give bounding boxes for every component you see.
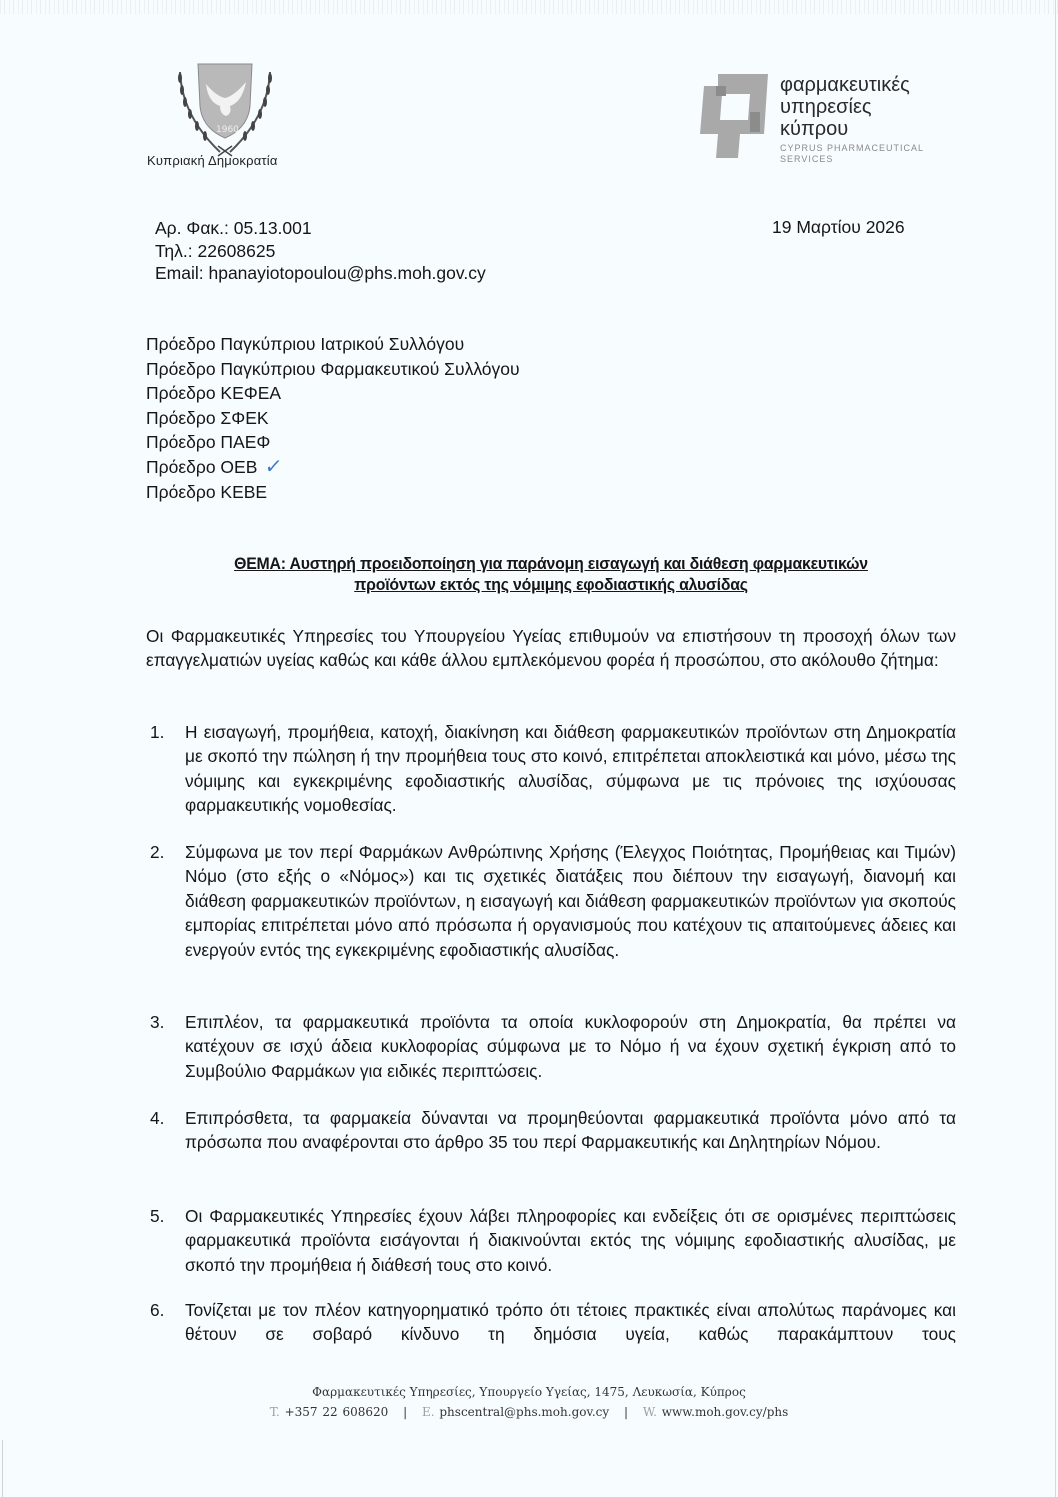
recipient: Πρόεδρο ΚΕΒΕ [146,481,268,502]
svg-text:1960: 1960 [216,125,239,135]
phone: Τηλ.: 22608625 [155,240,276,261]
separator: | [403,1405,408,1419]
logo-subline: SERVICES [780,154,834,164]
recipient: Πρόεδρο ΚΕΦΕΑ [146,383,282,404]
pharmaceutical-services-wordmark [780,74,924,165]
item-text: Επιπρόσθετα, τα φαρμακεία δύνανται να προμηθεύονται φαρμακευτικά προϊόντα μόνο από τα πρόσωπα που αναφέρονται στο άρθρο 35 του περί Φαρμακευτικής και Δηλητηρίων Νόμου. [185,1108,956,1153]
letter-date: 19 Μαρτίου 2026 [772,217,905,237]
logo-line: φαρμακευτικές [780,74,910,96]
logo-line: κύπρου [780,118,849,140]
recipient: Πρόεδρο Παγκύπριου Ιατρικού Συλλόγου [146,334,465,354]
item-number: 3. [150,1012,165,1032]
subject-line: προϊόντων εκτός της νόμιμης εφοδιαστικής αλυσίδας [354,575,748,594]
footer-email[interactable]: phscentral@phs.moh.gov.cy [439,1405,610,1419]
logo-subline: CYPRUS PHARMACEUTICAL [780,143,925,153]
recipient: Πρόεδρο ΟΕΒ [146,456,258,477]
item-number: 2. [150,842,165,862]
letter-meta [155,217,486,285]
item-text: Οι Φαρμακευτικές Υπηρεσίες έχουν λάβει πληροφορίες και ενδείξεις ότι σε ορισμένες περιπτώσεις φαρμακευτικά προϊόντα εισάγονται ή διακινούνται εκτός της νόμιμης εφοδιαστικής αλυσίδας, με σκοπό την προμήθεια ή διάθεσή τους στο κοινό. [185,1206,956,1275]
numbered-item [150,840,956,962]
subject-line: ΘΕΜΑ: Αυστηρή προειδοποίηση για παράνομη εισαγωγή και διάθεση φαρμακευτικών [234,554,868,573]
item-number: 5. [150,1206,165,1226]
recipient: Πρόεδρο ΣΦΕΚ [146,407,269,428]
item-text: Η εισαγωγή, προμήθεια, κατοχή, διακίνηση και διάθεση φαρμακευτικών προϊόντων στη Δημοκρατία με σκοπό την πώληση ή την προμήθεια τους στο κοινό, επιτρέπεται αποκλειστικά και μόνο, μέσω της νόμιμης και εγκεκριμένης εφοδιαστικής αλυσίδας, σύμφωνα με τις πρόνοιες της ισχύουσας φαρμακευτικής νομοθεσίας. [185,722,956,816]
letter-subject [176,553,926,595]
numbered-item [150,720,956,818]
item-text: Τονίζεται με τον πλέον κατηγορηματικό τρόπο ότι τέτοιες πρακτικές είναι απολύτως παράνομες και θέτουν σε σοβαρό κίνδυνο τη δημόσια υγεία, καθώς παρακάμπτουν τους [185,1300,956,1345]
cyprus-coat-of-arms-icon [150,56,300,166]
footer-contacts [0,1405,1058,1419]
numbered-item [150,1298,956,1347]
separator: | [623,1405,629,1419]
phone-label: T. [269,1405,280,1419]
footer-address: Φαρμακευτικές Υπηρεσίες, Υπουργείο Υγείας, 1475, Λευκωσία, Κύπρος [312,1385,746,1399]
footer-phone: +357 22 608620 [284,1405,389,1419]
cyprus-republic-label: Κυπριακή Δημοκρατία [147,153,278,168]
recipient: Πρόεδρο Παγκύπριου Φαρμακευτικού Συλλόγου [146,358,520,379]
item-number: 6. [150,1300,165,1320]
email-label: E. [421,1405,435,1419]
numbered-item [150,1010,956,1083]
email: Email: hpanayiotopoulou@phs.moh.gov.cy [155,263,486,283]
item-number: 4. [150,1108,165,1128]
file-reference: Αρ. Φακ.: 05.13.001 [155,218,312,238]
handwritten-checkmark-icon: ✓ [263,455,284,478]
intro-paragraph: Οι Φαρμακευτικές Υπηρεσίες του Υπουργείου Υγείας επιθυμούν να επιστήσουν τη προσοχή όλων των επαγγελματιών υγείας καθώς και κάθε άλλου εμπλεκόμενου φορέα ή προσώπου, στο ακόλουθο ζήτημα: [146,626,956,671]
numbered-item [150,1106,956,1155]
scan-edge [1055,0,1056,1497]
logo-line: υπηρεσίες [780,96,872,118]
web-label: W. [642,1405,657,1419]
item-number: 1. [150,722,165,742]
recipient: Πρόεδρο ΠΑΕΦ [146,432,271,453]
item-text: Σύμφωνα με τον περί Φαρμάκων Ανθρώπινης Χρήσης (Έλεγχος Ποιότητας, Προμήθειας και Τιμών) Νόμο (στο εξής ο «Νόμος») και τις σχετικές διατάξεις που διέπουν την εισαγωγή, διανομή και διάθεση φαρμακευτικών προϊόντων, η εισαγωγή και διάθεση φαρμακευτικών προϊόντων για σκοπούς εμπορίας επιτρέπεται μόνο από πρόσωπα ή οργανισμούς που κατέχουν τις απαιτούμενες άδειες και ενεργούν εντός της εγκεκριμένης εφοδιαστικής αλυσίδας. [185,842,956,960]
pharmaceutical-services-logo-icon [694,72,772,162]
scan-edge [2,1440,3,1497]
numbered-item [150,1204,956,1277]
recipient-row [146,455,520,480]
footer-website[interactable]: www.moh.gov.cy/phs [661,1405,789,1419]
item-text: Επιπλέον, τα φαρμακευτικά προϊόντα τα οποία κυκλοφορούν στη Δημοκρατία, θα πρέπει να κατέχουν σε ισχύ άδεια κυκλοφορίας σύμφωνα με το Νόμο ή να έχουν σχετική έγκριση από το Συμβούλιο Φαρμάκων για ειδικές περιπτώσεις. [185,1012,956,1081]
recipients-list [146,332,520,504]
scan-artifact-top [0,0,1058,14]
